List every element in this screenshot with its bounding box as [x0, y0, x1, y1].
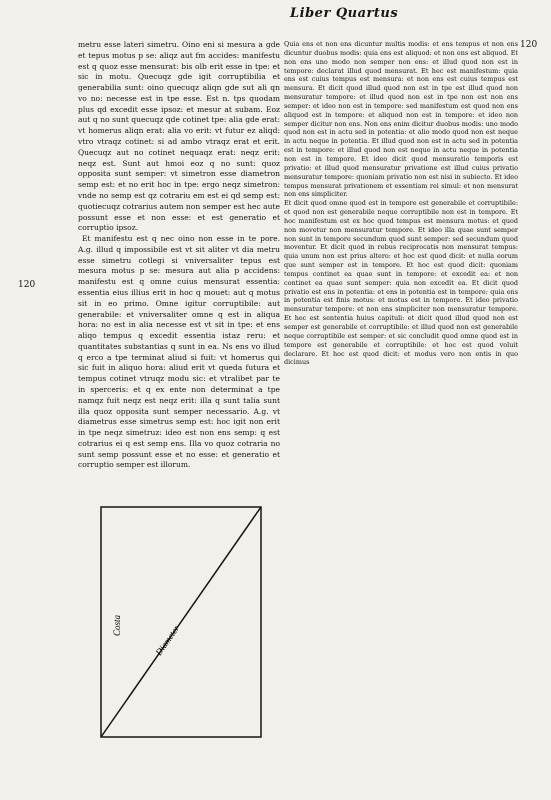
side-label: Costa	[112, 614, 122, 636]
left-paragraph-2: Et manifestu est q nec oino non esse in te pore. A.g. illud q impossibile est vt sit aliter vt dia metru esse simetru cotlegi si vniversaliter tepus est mesura motus p se: mesura aut alia p accidens: manifestu est q omne cuius mensurat essentia: essentia eius illius erit in hoc q mouet: aut q motus sit in eo primo. Omne igitur corruptibile: aut generabile: et vniversaliter omne q est in aliqua hora: no est in alia necesse est vt sit in tpe: et ens aliqo tempus q excedit essentia istaz reru: et quantitates substantias q sunt in ea. Ns ens vo illud q erco a tpe terminat aliud si fuit: vt homerus qui sic fuit in aliquo hora: aliud erit vt queda futura et tempus cotinet vtruqz modu sic: et vtralibet par te in sperceris: et q ex ente non determinat a tpe namqz fuit neqz est neqz erit: illa q sunt talia sunt illa quoz opposita sunt semper necessario. A.g. vt diametrus esse simetrus semp est: hoc igit non erit in tpe neqz simetruz: ideo est non ens semp: q est cotrarius ei q est semp ens. Illa vo quoz cotraria no sunt semp possunt esse et no esse: et generatio et corruptio semper est illorum.	[78, 234, 280, 470]
diagonal-label: Diameter	[153, 623, 182, 658]
margin-number-left: 120	[18, 280, 36, 290]
right-paragraph-2: Et dicit quod omne quod est in tempore est generabile et corruptibile: et quod non est generabile neque corruptibile non est in tempore. Et hoc manifestum est ex hoc quod tempus est mensura motus: et quod non movetur non mensuratur tempore. Et ideo illa quae sunt semper non sunt in tempore secundum quod sunt semper: sed secundum quod moventur. Et dicit quod in rebus reciprocatis non mensurat tempus: quia unum non est prius altero: et hoc est quod dicit: et nulla eorum que sunt semper est in tempore. Et hoc est quod dicit: quoniam tempus continet ea quae sunt in tempore: et excedit ea: et non continet ea quae sunt semper: quia non excedit ea. Et dicit quod privatio est ens in potentia: et ens in potentia est in tempore: quia ens in potentia est finis motus: et motus est in tempore. Et ideo privatio mensuratur tempore: et non ens simpliciter non mensuratur tempore. Et hec est sententia huius capituli: et dicit quod illud quod non est semper est generabile et corruptibile: et illud quod non est generabile neque corruptibile est semper: et sic concludit quod omne quod est in tempore est generabile et corruptibile: et hoc est quod voluit declarare. Et hoc est quod dicit: et modus vero non entis in quo dicimus	[284, 199, 518, 367]
right-paragraph-1: Quia ens et non ens dicuntur multis modis: et ens tempus et non ens dicuntur duobus modis: quia ens est aliquod: et non ens est aliquod. Et non ens uno modo non semper non ens: et illud quod non est in tempore: declarat illud quod mensurat. Et hec est manifestum: quia ens est cuius tempus est mensura: et non ens est cuius tempus est mensura. Et dicit quod illud quod non est in tpe est illud quod non mensuratur tempore: et illud quod non est in tpe non est non ens semper: et ideo non est in tempore: sed manifestum est quod non ens aliquod est in tempore: et aliquod non est in tempore: et ideo non semper dicitur non ens. Non ens enim dicitur duobus modis: uno modo quod non est in actu sed in potentia: et alio modo quod non est neque in actu neque in potentia. Et illud quod non est in actu sed in potentia est in tempore: et illud quod non est neque in actu neque in potentia non est in tempore. Et ideo dicit quod mensuratio temporis est privatio: et illud quod mensuratur privatione est illud cuius privatio mensuratur tempore: quoniam privatio non est nisi in subiecto. Et ideo tempus mensurat privationem et essentiam rei simul: et non mensurat non ens simpliciter.	[284, 40, 518, 199]
left-text-column	[78, 40, 280, 502]
running-header: Liber Quartus	[290, 6, 399, 21]
diagonal-line	[101, 507, 261, 737]
square-diagonal-diagram	[100, 506, 262, 738]
left-paragraph-1: metru esse lateri simetru. Oino eni si mesura a gde et tepus motus p se: aliqz aut fm accides: manifestu est q quoz esse mensurat: bis olb erit esse in tpe: et sic in motu. Quecuqz gde igit corruptibilia et generabilia sunt: oino quecuqz aliqn gde sut ali qn vo no: necesse est in tpe esse. Est n. tps quodam plus qd excedit esse ipsoz: et mesur at subam. Eoz aut q no sunt quecuqz qde cotinet tpe: alia gde erat: vt homerus aliqn erat: alia vo erit: vt futur ez aliqd: vtro vtraqz cotinet: si ad ambo vtraqz erat et erit. Quecuqz aut no cotinet nequaqz erat: neqz erit: neqz est. Sunt aut hmoi eoz q no sunt: quoz opposita sunt semper: vt simetron esse diametron semp est: et no erit hoc in tpe: ergo neqz simetron: vnde no semp est qz cotrariu em est ei qd semp est: quotiecuqz cotrarius autem non semper est hec aute possunt esse et non esse: et est generatio et corruptio ipsoz.	[78, 40, 280, 233]
margin-number-right: 120	[520, 40, 538, 50]
right-text-column	[284, 40, 518, 800]
